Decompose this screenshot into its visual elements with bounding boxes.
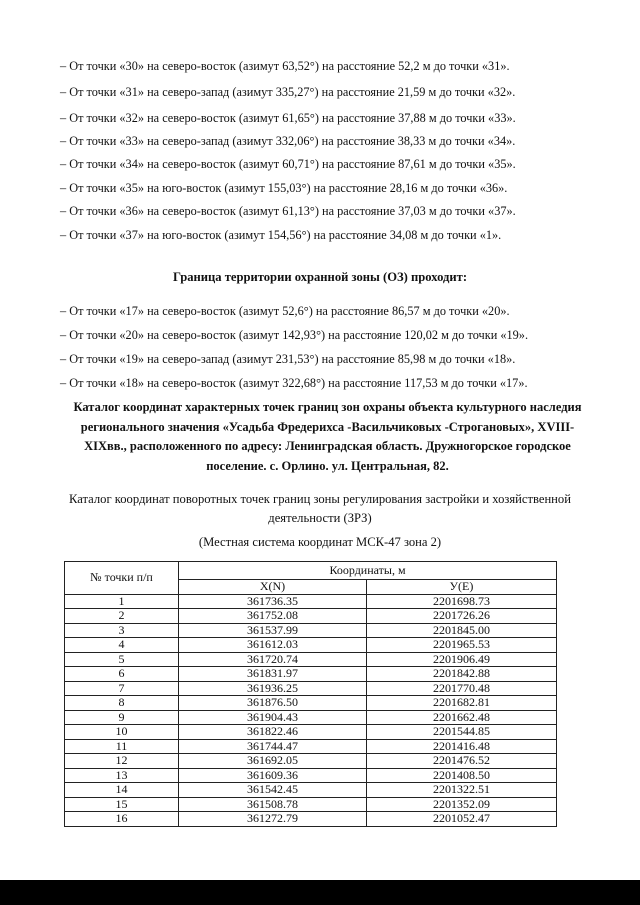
zrz-title-line: деятельности (ЗРЗ) bbox=[268, 510, 372, 525]
point-number-cell: 5 bbox=[65, 652, 179, 667]
x-coordinate-cell: 361508.78 bbox=[179, 797, 367, 812]
table-row bbox=[65, 783, 557, 798]
oz-heading: Граница территории охранной зоны (ОЗ) проходит: bbox=[172, 270, 468, 284]
y-coordinate-cell: 2201726.26 bbox=[366, 609, 556, 624]
point-number-cell: 10 bbox=[65, 725, 179, 740]
y-coordinate-cell: 2201352.09 bbox=[366, 797, 556, 812]
table-row bbox=[65, 667, 557, 682]
catalog-title bbox=[50, 398, 605, 476]
table-row bbox=[65, 594, 557, 609]
x-coordinate-cell: 361752.08 bbox=[179, 609, 367, 624]
y-coordinate-cell: 2201408.50 bbox=[366, 768, 556, 783]
table-row bbox=[65, 681, 557, 696]
segment-line: – От точки «34» на северо-восток (азимут 60,71°) на расстояние 87,61 м до точки «35». bbox=[60, 157, 516, 171]
x-coordinate-cell: 361904.43 bbox=[179, 710, 367, 725]
x-coordinate-cell: 361831.97 bbox=[179, 667, 367, 682]
y-coordinate-cell: 2201770.48 bbox=[366, 681, 556, 696]
segment-line: – От точки «32» на северо-восток (азимут 61,65°) на расстояние 37,88 м до точки «33». bbox=[60, 111, 516, 125]
x-coordinate-cell: 361542.45 bbox=[179, 783, 367, 798]
table-row bbox=[65, 768, 557, 783]
point-number-cell: 12 bbox=[65, 754, 179, 769]
point-number-cell: 8 bbox=[65, 696, 179, 711]
table-row bbox=[65, 609, 557, 624]
table-row bbox=[65, 652, 557, 667]
table-row bbox=[65, 638, 557, 653]
y-coordinate-cell: 2201052.47 bbox=[366, 812, 556, 827]
point-number-cell: 13 bbox=[65, 768, 179, 783]
table-header-row bbox=[65, 562, 557, 580]
table-row bbox=[65, 797, 557, 812]
zrz-title-line: Каталог координат поворотных точек границ зоны регулирования застройки и хозяйственной bbox=[69, 492, 571, 506]
table-row bbox=[65, 739, 557, 754]
segment-line: – От точки «31» на северо-запад (азимут 335,27°) на расстояние 21,59 м до точки «32». bbox=[60, 85, 516, 99]
x-coordinate-cell: 361876.50 bbox=[179, 696, 367, 711]
segment-line: – От точки «18» на северо-восток (азимут 322,68°) на расстояние 117,53 м до точки «17». bbox=[60, 376, 528, 390]
x-coordinate-cell: 361537.99 bbox=[179, 623, 367, 638]
header-point-number: № точки п/п bbox=[65, 562, 179, 595]
x-coordinate-cell: 361692.05 bbox=[179, 754, 367, 769]
point-number-cell: 6 bbox=[65, 667, 179, 682]
segment-line: – От точки «17» на северо-восток (азимут 52,6°) на расстояние 86,57 м до точки «20». bbox=[60, 304, 510, 318]
point-number-cell: 9 bbox=[65, 710, 179, 725]
table-row bbox=[65, 623, 557, 638]
table-row bbox=[65, 754, 557, 769]
segment-line: – От точки «20» на северо-восток (азимут 142,93°) на расстояние 120,02 м до точки «19». bbox=[60, 328, 529, 342]
y-coordinate-cell: 2201544.85 bbox=[366, 725, 556, 740]
x-coordinate-cell: 361609.36 bbox=[179, 768, 367, 783]
y-coordinate-cell: 2201682.81 bbox=[366, 696, 556, 711]
catalog-title-line: XIXвв., расположенного по адресу: Ленинградская область. Дружногорское городское bbox=[84, 439, 571, 453]
y-coordinate-cell: 2201662.48 bbox=[366, 710, 556, 725]
catalog-title-line: Каталог координат характерных точек границ зон охраны объекта культурного наследия bbox=[73, 400, 582, 414]
y-coordinate-cell: 2201965.53 bbox=[366, 638, 556, 653]
table-row bbox=[65, 812, 557, 827]
table-body bbox=[65, 594, 557, 826]
header-x: Х(N) bbox=[179, 580, 367, 595]
table-row bbox=[65, 696, 557, 711]
segment-line: – От точки «33» на северо-запад (азимут 332,06°) на расстояние 38,33 м до точки «34». bbox=[60, 134, 516, 148]
x-coordinate-cell: 361720.74 bbox=[179, 652, 367, 667]
table-row bbox=[65, 725, 557, 740]
point-number-cell: 11 bbox=[65, 739, 179, 754]
x-coordinate-cell: 361736.35 bbox=[179, 594, 367, 609]
catalog-title-line: поселение. с. Орлино. ул. Центральная, 82. bbox=[206, 458, 449, 473]
point-number-cell: 1 bbox=[65, 594, 179, 609]
point-number-cell: 14 bbox=[65, 783, 179, 798]
point-number-cell: 16 bbox=[65, 812, 179, 827]
header-coordinates: Координаты, м bbox=[179, 562, 557, 580]
segment-line: – От точки «37» на юго-восток (азимут 154,56°) на расстояние 34,08 м до точки «1». bbox=[60, 228, 502, 242]
y-coordinate-cell: 2201698.73 bbox=[366, 594, 556, 609]
scan-edge-bar bbox=[0, 880, 640, 905]
y-coordinate-cell: 2201322.51 bbox=[366, 783, 556, 798]
point-number-cell: 15 bbox=[65, 797, 179, 812]
zrz-title bbox=[40, 490, 600, 527]
coordinates-table bbox=[64, 561, 557, 827]
point-number-cell: 4 bbox=[65, 638, 179, 653]
segment-line: – От точки «35» на юго-восток (азимут 155,03°) на расстояние 28,16 м до точки «36». bbox=[60, 181, 508, 195]
y-coordinate-cell: 2201416.48 bbox=[366, 739, 556, 754]
point-number-cell: 2 bbox=[65, 609, 179, 624]
x-coordinate-cell: 361272.79 bbox=[179, 812, 367, 827]
point-number-cell: 7 bbox=[65, 681, 179, 696]
segment-line: – От точки «19» на северо-запад (азимут 231,53°) на расстояние 85,98 м до точки «18». bbox=[60, 352, 516, 366]
x-coordinate-cell: 361612.03 bbox=[179, 638, 367, 653]
x-coordinate-cell: 361936.25 bbox=[179, 681, 367, 696]
catalog-title-line: регионального значения «Усадьба Фредерихса -Васильчиковых -Строгановых», XVIII- bbox=[80, 419, 575, 434]
y-coordinate-cell: 2201842.88 bbox=[366, 667, 556, 682]
segment-line: – От точки «36» на северо-восток (азимут 61,13°) на расстояние 37,03 м до точки «37». bbox=[60, 204, 516, 218]
x-coordinate-cell: 361744.47 bbox=[179, 739, 367, 754]
table-row bbox=[65, 710, 557, 725]
x-coordinate-cell: 361822.46 bbox=[179, 725, 367, 740]
y-coordinate-cell: 2201906.49 bbox=[366, 652, 556, 667]
header-y: У(Е) bbox=[366, 580, 556, 595]
coordinate-system-note: (Местная система координат МСК-47 зона 2) bbox=[198, 535, 442, 549]
segment-line: – От точки «30» на северо-восток (азимут 63,52°) на расстояние 52,2 м до точки «31». bbox=[60, 59, 510, 73]
y-coordinate-cell: 2201845.00 bbox=[366, 623, 556, 638]
y-coordinate-cell: 2201476.52 bbox=[366, 754, 556, 769]
point-number-cell: 3 bbox=[65, 623, 179, 638]
